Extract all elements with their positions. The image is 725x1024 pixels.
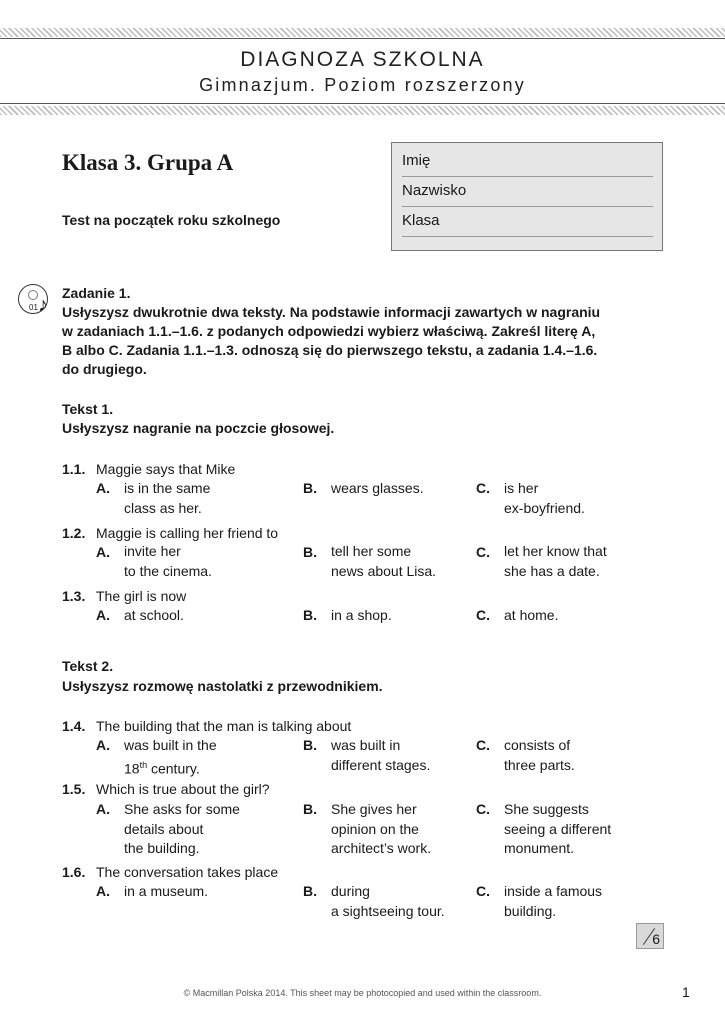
question-text: Which is true about the girl? xyxy=(96,781,270,797)
task-title: Zadanie 1. xyxy=(62,285,131,301)
option-c-text: is her ex-boyfriend. xyxy=(504,480,585,516)
option-c-letter[interactable]: C. xyxy=(476,737,490,753)
option-b-text: She gives her opinion on the architect’s work. xyxy=(331,801,432,856)
question-text: Maggie says that Mike xyxy=(96,461,236,477)
option-b-letter[interactable]: B. xyxy=(303,801,317,817)
text2-title: Tekst 2. xyxy=(62,658,114,674)
question-text: The girl is now xyxy=(96,588,187,604)
option-a-text: in a museum. xyxy=(124,883,209,899)
header-hatch-top xyxy=(0,28,725,37)
option-b-letter[interactable]: B. xyxy=(303,544,317,560)
option-a-letter[interactable]: A. xyxy=(96,480,110,496)
score-box[interactable] xyxy=(636,923,664,949)
question-number: 1.1. xyxy=(62,461,86,477)
option-b-text: in a shop. xyxy=(331,607,392,623)
option-a-letter[interactable]: A. xyxy=(96,607,110,623)
option-c-letter[interactable]: C. xyxy=(476,883,490,899)
question-number: 1.5. xyxy=(62,781,86,797)
option-b-text: during a sightseeing tour. xyxy=(331,883,445,919)
option-b-text: tell her some news about Lisa. xyxy=(331,543,437,579)
option-a-text: She asks for some details about the building. xyxy=(124,801,240,856)
question-number: 1.6. xyxy=(62,864,86,880)
option-c-text: She suggests seeing a different monument. xyxy=(504,801,612,856)
option-a-text: invite her to the cinema. xyxy=(124,543,212,579)
option-c-text: at home. xyxy=(504,607,559,623)
music-note-icon: ♪ xyxy=(38,294,48,316)
task-instruction-line: Usłyszysz dwukrotnie dwa teksty. Na podstawie informacji zawartych w nagraniu xyxy=(62,304,601,320)
test-name: Test na początek roku szkolnego xyxy=(62,212,281,228)
task-instruction-line: w zadaniach 1.1.–1.6. z podanych odpowiedzi wybierz właściwą. Zakreśl literę A, xyxy=(62,323,596,339)
class-field[interactable]: Klasa xyxy=(402,208,653,237)
last-name-field[interactable]: Nazwisko xyxy=(402,178,653,207)
class-group-heading: Klasa 3. Grupa A xyxy=(62,150,234,175)
question-number: 1.3. xyxy=(62,588,86,604)
question-number: 1.2. xyxy=(62,525,86,541)
question-number: 1.4. xyxy=(62,718,86,734)
option-b-letter[interactable]: B. xyxy=(303,737,317,753)
option-b-text: was built in different stages. xyxy=(331,737,431,773)
option-c-text: let her know that she has a date. xyxy=(504,543,607,579)
option-c-text: consists of three parts. xyxy=(504,737,575,773)
text2-instruction: Usłyszysz rozmowę nastolatki z przewodnikiem. xyxy=(62,678,383,694)
option-a-letter[interactable]: A. xyxy=(96,737,110,753)
option-b-letter[interactable]: B. xyxy=(303,607,317,623)
question-text: The building that the man is talking about xyxy=(96,718,352,734)
page-subtitle: Gimnazjum. Poziom rozszerzony xyxy=(199,75,526,95)
option-c-letter[interactable]: C. xyxy=(476,544,490,560)
option-a-text: was built in the 18th century. xyxy=(124,737,217,777)
option-a-text: at school. xyxy=(124,607,184,623)
copyright-footer: © Macmillan Polska 2014. This sheet may be photocopied and used within the classroom. xyxy=(183,988,542,998)
question-text: The conversation takes place xyxy=(96,864,279,880)
option-c-letter[interactable]: C. xyxy=(476,480,490,496)
page-number: 1 xyxy=(682,984,690,1000)
text1-instruction: Usłyszysz nagranie na poczcie głosowej. xyxy=(62,420,335,436)
option-c-letter[interactable]: C. xyxy=(476,607,490,623)
first-name-field[interactable]: Imię xyxy=(402,148,653,177)
option-a-letter[interactable]: A. xyxy=(96,801,110,817)
option-c-letter[interactable]: C. xyxy=(476,801,490,817)
task-instruction-line: do drugiego. xyxy=(62,361,147,377)
text1-title: Tekst 1. xyxy=(62,401,114,417)
option-b-text: wears glasses. xyxy=(331,480,424,496)
page-title: DIAGNOZA SZKOLNA xyxy=(240,48,485,71)
header-hatch-bottom xyxy=(0,106,725,115)
option-a-letter[interactable]: A. xyxy=(96,883,110,899)
option-a-letter[interactable]: A. xyxy=(96,544,110,560)
option-c-text: inside a famous building. xyxy=(504,883,603,919)
option-b-letter[interactable]: B. xyxy=(303,480,317,496)
option-a-text: is in the same class as her. xyxy=(124,480,211,516)
cd-track-number: 01 xyxy=(29,303,38,312)
task-instruction-line: B albo C. Zadania 1.1.–1.3. odnoszą się do pierwszego tekstu, a zadania 1.4.–1.6. xyxy=(62,342,598,358)
question-text: Maggie is calling her friend to xyxy=(96,525,279,541)
option-b-letter[interactable]: B. xyxy=(303,883,317,899)
student-info-box xyxy=(391,142,663,251)
header-rule-bottom xyxy=(0,103,725,104)
header-rule-top xyxy=(0,38,725,39)
score-max: 6 xyxy=(652,931,660,947)
